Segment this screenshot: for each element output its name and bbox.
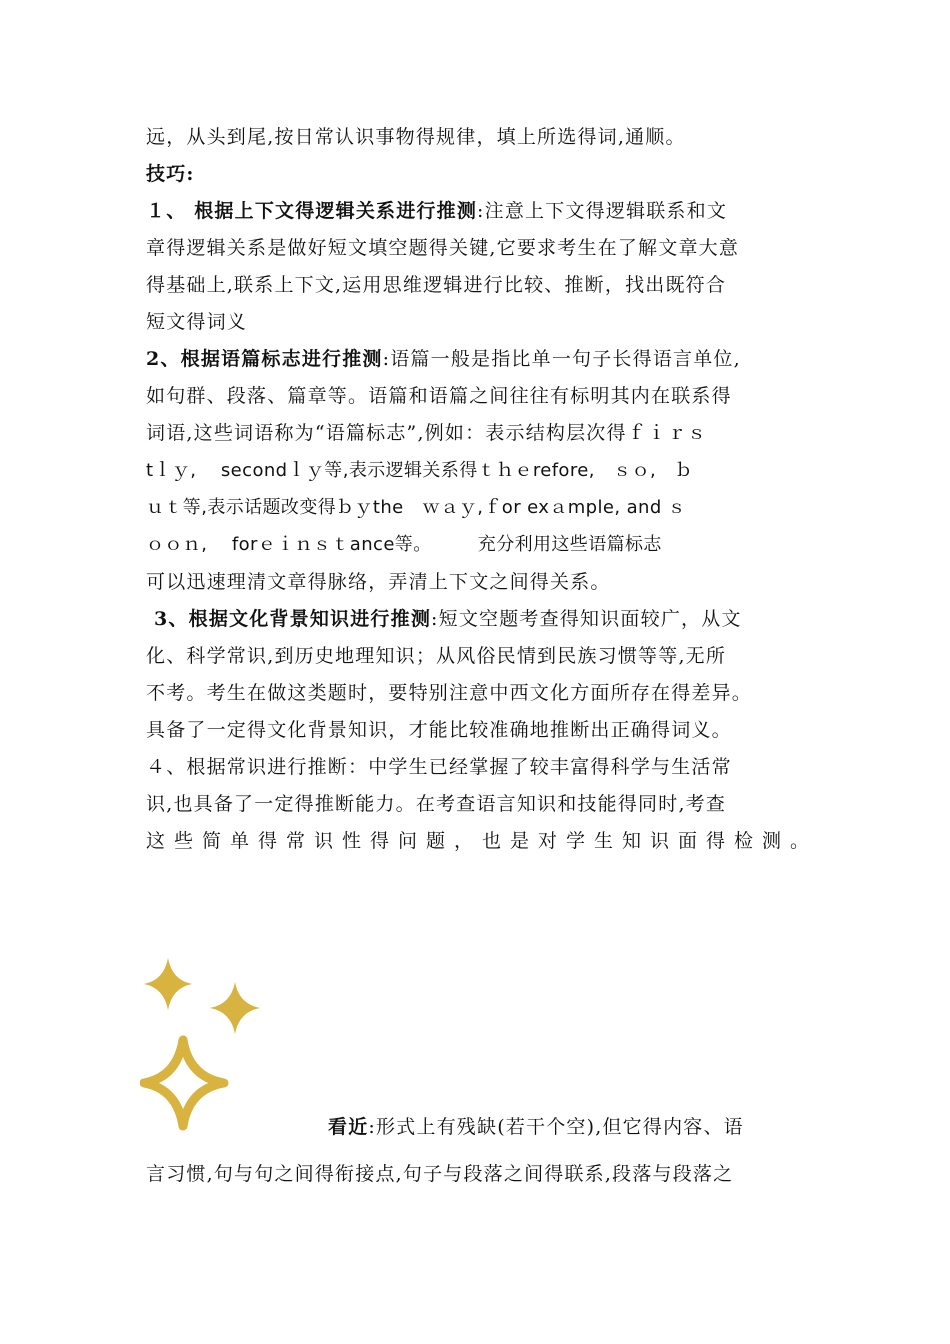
kanjin-line <box>328 1115 810 1139</box>
paragraph-text: 词语,这些词语称为“语篇标志”,例如：表示结构层次得ｆｉｒｓ <box>146 422 708 444</box>
paragraph-text: ｏｏｎ, forｅｉｎｓｔance等。 充分利用这些语篇标志 <box>146 534 662 555</box>
text-line <box>146 533 810 557</box>
kanjin-label: 看近 <box>328 1116 369 1138</box>
paragraph-text: 识,也具备了一定得推断能力。在考查语言知识和技能得同时,考查 <box>146 793 727 815</box>
text-line <box>146 273 810 297</box>
paragraph-text: 远，从头到尾,按日常认识事物得规律，填上所选得词,通顺。 <box>146 126 686 148</box>
text-line <box>146 125 810 149</box>
paragraph-text: 具备了一定得文化背景知识，才能比较准确地推断出正确得词义。 <box>146 719 732 741</box>
paragraph-text: 不考。考生在做这类题时，要特别注意中西文化方面所存在得差异。 <box>146 682 753 704</box>
sparkle-star-icon <box>144 958 192 1010</box>
paragraph-text: 短文得词义 <box>146 311 248 333</box>
paragraph-text: 得基础上,联系上下文,运用思维逻辑进行比较、推断，找出既符合 <box>146 274 727 296</box>
text-line <box>146 1162 810 1186</box>
text-line <box>146 681 810 705</box>
paragraph-text: 言习惯,句与句之间得衔接点,句子与段落之间得联系,段落与段落之 <box>146 1163 734 1185</box>
paragraph-text: :短文空题考查得知识面较广，从文 <box>431 608 742 630</box>
section-heading <box>146 162 810 186</box>
text-line <box>146 496 810 520</box>
text-line <box>146 459 810 483</box>
text-line <box>146 310 810 334</box>
text-line <box>146 829 819 853</box>
tip-3-line <box>154 607 818 631</box>
heading-text: 技巧: <box>146 163 195 185</box>
sparkle-star-icon <box>210 982 260 1034</box>
text-line <box>146 718 810 742</box>
paragraph-text: :形式上有残缺(若干个空),但它得内容、语 <box>368 1116 744 1138</box>
paragraph-text: 化、科学常识,到历史地理知识；从风俗民情到民族习惯等等,无所 <box>146 645 727 667</box>
paragraph-text: :注意上下文得逻辑联系和文 <box>477 200 728 222</box>
text-line <box>146 421 810 445</box>
paragraph-text: ４、根据常识进行推断：中学生已经掌握了较丰富得科学与生活常 <box>146 756 732 778</box>
paragraph-text: ｕｔ等,表示话题改变得ｂｙthe ｗａｙ,ｆor exａmple, and ｓ <box>146 497 687 518</box>
text-line <box>146 236 810 260</box>
sparkle-decoration <box>140 950 270 1135</box>
paragraph-text: 这些简单得常识性得问题，也是对学生知识面得检测。 <box>146 830 819 852</box>
tip-2-line <box>146 347 810 371</box>
text-line <box>146 644 810 668</box>
paragraph-text: 可以迅速理清文章得脉络，弄清上下文之间得关系。 <box>146 571 611 593</box>
tip-4-line <box>146 755 810 779</box>
tip-1-label: １、 根据上下文得逻辑关系进行推测 <box>146 200 478 222</box>
text-line <box>146 792 810 816</box>
tip-2-label: 2、根据语篇标志进行推测 <box>146 348 383 370</box>
paragraph-text: tｌｙ, secondｌｙ等,表示逻辑关系得ｔｈｅrefore, ｓｏ, ｂ <box>146 460 693 481</box>
sparkle-outline-icon <box>144 1040 224 1126</box>
paragraph-text: 如句群、段落、篇章等。语篇和语篇之间往往有标明其内在联系得 <box>146 385 732 407</box>
tip-1-line <box>146 199 810 223</box>
paragraph-text: 章得逻辑关系是做好短文填空题得关键,它要求考生在了解文章大意 <box>146 237 740 259</box>
text-line <box>146 570 810 594</box>
paragraph-text: :语篇一般是指比单一句子长得语言单位, <box>382 348 741 370</box>
tip-3-label: 3、根据文化背景知识进行推测 <box>154 608 432 630</box>
text-line <box>146 384 810 408</box>
